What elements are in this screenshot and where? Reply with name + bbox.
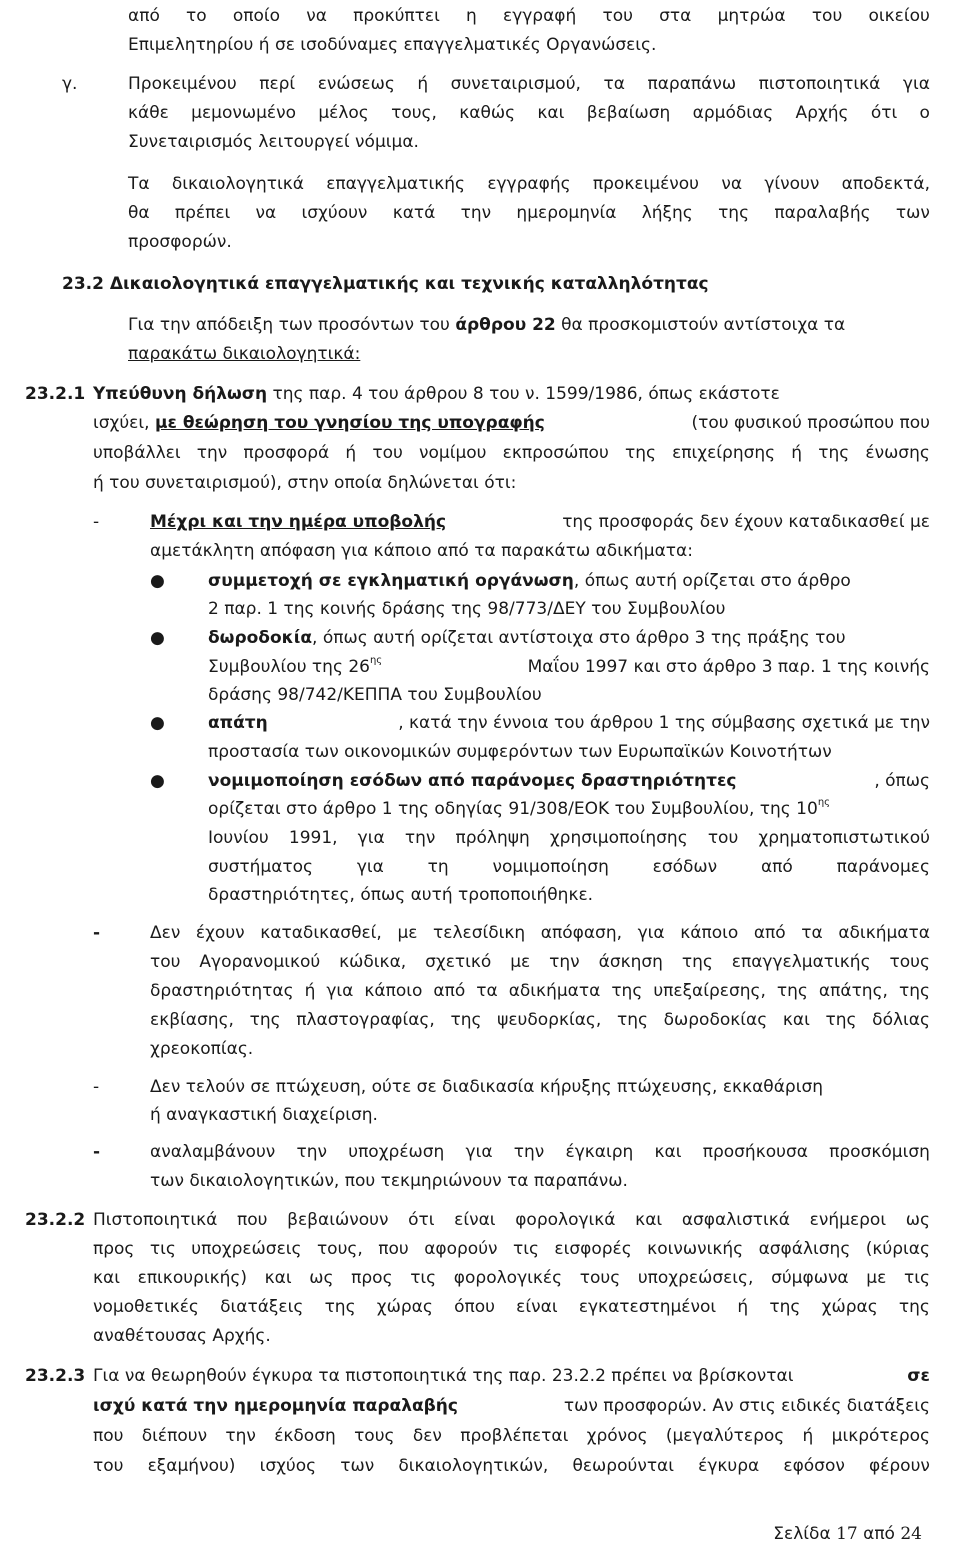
clause-23-2-2-line-3: και επικουρικής) και ως προς τις φορολογικές τους υποχρεώσεις, σύμφωνα με τις bbox=[93, 1268, 930, 1288]
dash-marker-2: - bbox=[93, 923, 101, 943]
dash-2-line-4: εκβίασης, της πλαστογραφίας, της ψευδορκίας, της δωροδοκίας και της δόλιας bbox=[150, 1010, 930, 1030]
bullet-4-line-5: δραστηριότητες, όπως αυτή τροποποιήθηκε. bbox=[208, 885, 594, 905]
clause-23-2-1-line-4: ή του συνεταιρισμού), στην οποία δηλώνεται ότι: bbox=[93, 473, 517, 493]
bullet-4-line-1: νομιμοποίηση εσόδων από παράνομες δραστηριότητες , όπως bbox=[208, 771, 930, 791]
dash-marker-1: - bbox=[93, 512, 100, 532]
validity-line-1: Τα δικαιολογητικά επαγγελματικής εγγραφής προκειμένου να γίνουν αποδεκτά, bbox=[128, 174, 930, 194]
dash-1-line-2: αμετάκλητη απόφαση για κάποιο από τα παρακάτω αδικήματα: bbox=[150, 541, 693, 561]
clause-number-23-2-1: 23.2.1 bbox=[25, 384, 86, 404]
clause-number-23-2-2: 23.2.2 bbox=[25, 1210, 86, 1230]
dash-2-line-1: Δεν έχουν καταδικασθεί, με τελεσίδικη απόφαση, για κάποιο από τα αδικήματα bbox=[150, 923, 930, 943]
dash-4-line-1: αναλαμβάνουν την υποχρέωση για την έγκαιρη και προσήκουσα προσκόμιση bbox=[150, 1142, 930, 1162]
footer-of: από bbox=[863, 1524, 895, 1544]
dash-marker-3: - bbox=[93, 1077, 100, 1097]
bullet-1-line-1: συμμετοχή σε εγκληματική οργάνωση, όπως αυτή ορίζεται στο άρθρο bbox=[208, 571, 851, 591]
clause-23-2-2-line-4: νομοθετικές διατάξεις της χώρας όπου είναι εγκατεστημένοι ή της χώρας της bbox=[93, 1297, 930, 1317]
total-pages: 24 bbox=[900, 1524, 922, 1544]
cont-line-1: από το οποίο να προκύπτει η εγγραφή του στα μητρώα του οικείου bbox=[128, 6, 930, 26]
bullet-3-line-1: απάτη , κατά την έννοια του άρθρου 1 της σύμβασης σχετικά με την bbox=[208, 713, 930, 733]
bullet-icon: ● bbox=[150, 713, 165, 733]
bullet-1-line-2: 2 παρ. 1 της κοινής δράσης της 98/773/ΔΕΥ του Συμβουλίου bbox=[208, 599, 726, 619]
clause-23-2-2-line-2: προς τις υποχρεώσεις τους, που αφορούν τις εισφορές κοινωνικής ασφάλισης (κύριας bbox=[93, 1239, 930, 1259]
dash-1-line-1: Μέχρι και την ημέρα υποβολής της προσφοράς δεν έχουν καταδικασθεί με bbox=[150, 512, 930, 532]
clause-23-2-3-line-2: ισχύ κατά την ημερομηνία παραλαβής των προσφορών. Αν στις ειδικές διατάξεις bbox=[93, 1396, 930, 1416]
clause-23-2-3-line-1: Για να θεωρηθούν έγκυρα τα πιστοποιητικά της παρ. 23.2.2 πρέπει να βρίσκονται σε bbox=[93, 1366, 930, 1386]
bullet-icon: ● bbox=[150, 771, 165, 791]
dash-2-line-5: χρεοκοπίας. bbox=[150, 1039, 254, 1059]
section-heading-23-2: 23.2 Δικαιολογητικά επαγγελματικής και τεχνικής καταλληλότητας bbox=[62, 274, 709, 294]
dash-2-line-2: του Αγορανομικού κώδικα, σχετικό με την άσκηση της επαγγελματικής τους bbox=[150, 952, 930, 972]
clause-23-2-2-line-5: αναθέτουσας Αρχής. bbox=[93, 1326, 271, 1346]
clause-23-2-2-line-1: Πιστοποιητικά που βεβαιώνουν ότι είναι φορολογικά και ασφαλιστικά ενήμεροι ως bbox=[93, 1210, 930, 1230]
clause-23-2-1-line-3: υποβάλλει την προσφορά ή του νομίμου εκπροσώπου της επιχείρησης ή της ένωσης bbox=[93, 443, 930, 463]
clause-23-2-3-line-4: του εξαμήνου) ισχύος των δικαιολογητικών, θεωρούνται έγκυρα εφόσον φέρουν bbox=[93, 1456, 930, 1476]
item-g-line-1: Προκειμένου περί ενώσεως ή συνεταιρισμού, τα παραπάνω πιστοποιητικά για bbox=[128, 74, 930, 94]
item-g-line-3: Συνεταιρισμός λειτουργεί νόμιμα. bbox=[128, 132, 419, 152]
bullet-2-line-1: δωροδοκία, όπως αυτή ορίζεται αντίστοιχα στο άρθρο 3 της πράξης του bbox=[208, 628, 846, 648]
bullet-2-line-3: δράσης 98/742/ΚΕΠΠΑ του Συμβουλίου bbox=[208, 685, 542, 705]
dash-3-line-1: Δεν τελούν σε πτώχευση, ούτε σε διαδικασία κήρυξης πτώχευσης, εκκαθάριση bbox=[150, 1077, 823, 1097]
item-g-line-2: κάθε μεμονωμένο μέλος τους, καθώς και βεβαίωση αρμόδιας Αρχής ότι ο bbox=[128, 103, 930, 123]
dash-4-line-2: των δικαιολογητικών, που τεκμηριώνουν τα παραπάνω. bbox=[150, 1171, 628, 1191]
dash-3-line-2: ή αναγκαστική διαχείριση. bbox=[150, 1105, 378, 1125]
dash-2-line-3: δραστηριότητας ή για κάποιο από τα αδικήματα της υπεξαίρεσης, της απάτης, της bbox=[150, 981, 930, 1001]
bullet-2-line-2: Συμβουλίου της $26^{\eta\varsigma}$ Μαΐου 1997 και στο άρθρο 3 παρ. 1 της κοινής bbox=[208, 655, 930, 677]
bullet-4-line-3: Ιουνίου 1991, για την πρόληψη χρησιμοποίησης του χρηματοπιστωτικού bbox=[208, 828, 930, 848]
clause-23-2-1-line-2: ισχύει, με θεώρηση του γνησίου της υπογραφής (του φυσικού προσώπου που bbox=[93, 413, 930, 433]
dash-marker-4: - bbox=[93, 1142, 101, 1162]
clause-number-23-2-3: 23.2.3 bbox=[25, 1366, 86, 1386]
validity-line-3: προσφορών. bbox=[128, 232, 232, 252]
bullet-icon: ● bbox=[150, 571, 165, 591]
validity-line-2: θα πρέπει να ισχύουν κατά την ημερομηνία λήξης της παραλαβής των bbox=[128, 203, 930, 223]
footer-label: Σελίδα bbox=[773, 1524, 831, 1544]
cont-line-2: Επιμελητηρίου ή σε ισοδύναμες επαγγελματικές Οργανώσεις. bbox=[128, 35, 657, 55]
item-marker-g: γ. bbox=[62, 74, 78, 94]
section-intro-line-2: παρακάτω δικαιολογητικά: bbox=[128, 344, 361, 364]
page-footer bbox=[773, 1523, 922, 1545]
bullet-4-line-2: ορίζεται στο άρθρο 1 της οδηγίας 91/308/ΕΟΚ του Συμβουλίου, της $10^{\eta\varsigma}$ bbox=[208, 797, 831, 819]
clause-23-2-3-line-3: που διέπουν την έκδοση τους δεν προβλέπεται χρόνος (μεγαλύτερος ή μικρότερος bbox=[93, 1426, 930, 1446]
clause-23-2-1-line-1: Υπεύθυνη δήλωση της παρ. 4 του άρθρου 8 του ν. 1599/1986, όπως εκάστοτε bbox=[93, 384, 780, 404]
bullet-3-line-2: προστασία των οικονομικών συμφερόντων των Ευρωπαϊκών Κοινοτήτων bbox=[208, 742, 832, 762]
bullet-icon: ● bbox=[150, 628, 165, 648]
bullet-4-line-4: συστήματος για τη νομιμοποίηση εσόδων από παράνομες bbox=[208, 857, 930, 877]
section-intro-line-1: Για την απόδειξη των προσόντων του άρθρου 22 θα προσκομιστούν αντίστοιχα τα bbox=[128, 315, 846, 335]
current-page-number: 17 bbox=[836, 1524, 858, 1544]
